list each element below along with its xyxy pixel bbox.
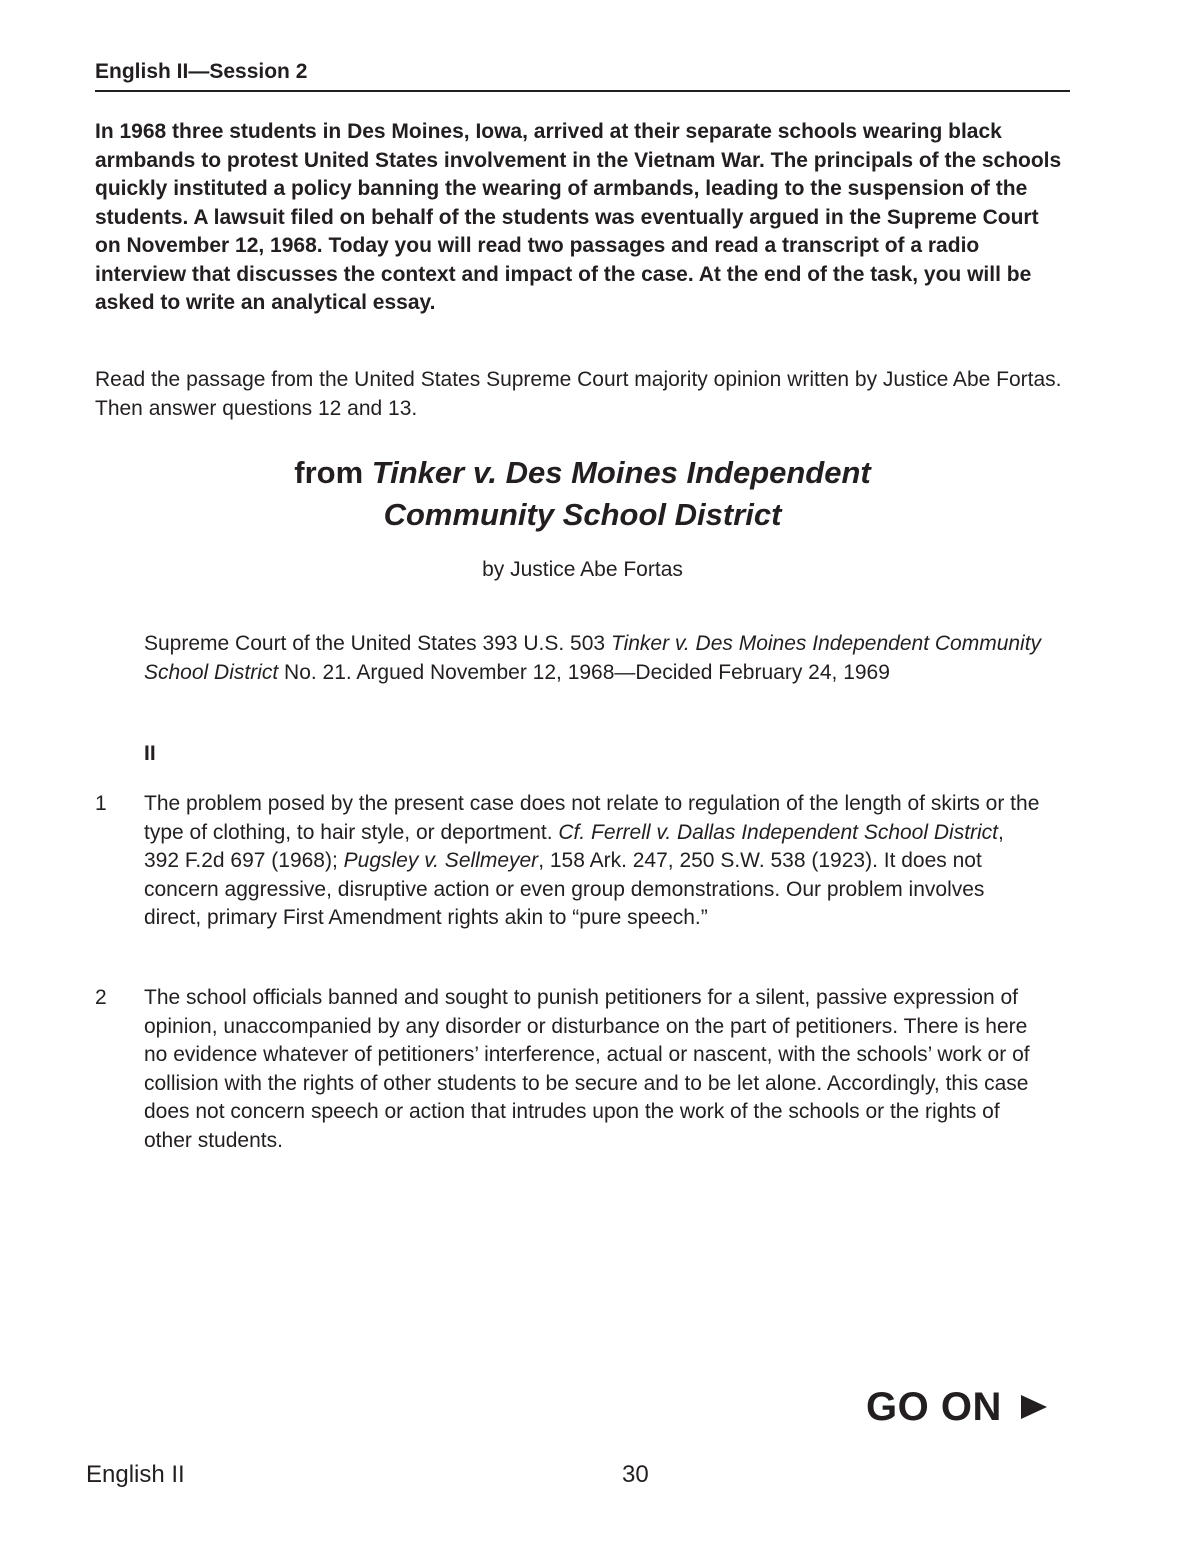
title-case-name-1: Tinker v. Des Moines Independent bbox=[371, 455, 871, 490]
page-header bbox=[95, 58, 1070, 92]
go-on-label: GO ON bbox=[866, 1385, 1002, 1429]
paragraph-number: 1 bbox=[95, 792, 107, 815]
passage-title-line-1 bbox=[95, 452, 1070, 494]
citation-part-2: No. 21. Argued November 12, 1968—Decided February 24, 1969 bbox=[278, 660, 890, 684]
passage-title bbox=[95, 452, 1070, 536]
case-citation-italic: Pugsley v. Sellmeyer bbox=[343, 849, 539, 872]
paragraph-segment: The problem posed by the present case does not relate to regulation of the length of skirts or the type of clothing, to hair style, or deportment. bbox=[144, 792, 1040, 844]
citation-case-name: Tinker v. Des Moines Independent Community School District bbox=[144, 632, 1042, 684]
reading-directions: Read the passage from the United States Supreme Court majority opinion written by Justice Abe Fortas. Then answer questions 12 and 13. bbox=[95, 368, 1062, 420]
case-citation-italic: Cf. Ferrell v. Dallas Independent School District bbox=[558, 820, 999, 844]
paragraph-segment: , 158 Ark. 247, 250 S.W. 538 (1923). It does not concern aggressive, disruptive action or even group demonstrations. Our problem involves direct, primary First Amendment rights akin to “pure speech.” bbox=[144, 849, 985, 929]
title-case-name-2: Community School District bbox=[383, 497, 782, 532]
paragraph-text: The school officials banned and sought to punish petitioners for a silent, passive expression of opinion, unaccompanied by any disorder or disturbance on the part of petitioners. There is here no evidence whatever of petitioners’ interference, actual or nascent, with the schools’ work or of collision with the rights of other students to be secure and to be let alone. Accordingly, this case does not concern speech or action that intrudes upon the work of the schools or the rights of other students. bbox=[144, 986, 1030, 1152]
title-prefix: from bbox=[294, 455, 372, 490]
paragraph-text bbox=[144, 790, 1044, 933]
go-on-indicator bbox=[866, 1383, 1049, 1433]
intro-paragraph: In 1968 three students in Des Moines, Iowa, arrived at their separate schools wearing black armbands to protest United States involvement in the Vietnam War. The principals of the schools quickly instituted a policy banning the wearing of armbands, leading to the suspension of the students. A lawsuit filed on behalf of the students was eventually argued in the Supreme Court on November 12, 1968. Today you will read two passages and read a transcript of a radio interview that discusses the context and impact of the case. At the end of the task, you will be asked to write an analytical essay. bbox=[95, 120, 1062, 314]
passage-byline: by Justice Abe Fortas bbox=[482, 558, 683, 581]
section-numeral: II bbox=[144, 742, 156, 765]
passage-title-line-2 bbox=[95, 494, 1070, 536]
court-citation bbox=[144, 630, 1044, 687]
paragraph-segment: , 392 F.2d 697 (1968); bbox=[144, 820, 1004, 872]
page-number: 30 bbox=[622, 1461, 649, 1488]
header-title: English II—Session 2 bbox=[95, 60, 308, 83]
paragraph-number: 2 bbox=[95, 986, 107, 1009]
footer-subject: English II bbox=[86, 1461, 185, 1488]
right-triangle-arrow-icon bbox=[1019, 1385, 1049, 1433]
citation-part-1: Supreme Court of the United States 393 U.S. 503 bbox=[144, 632, 611, 655]
